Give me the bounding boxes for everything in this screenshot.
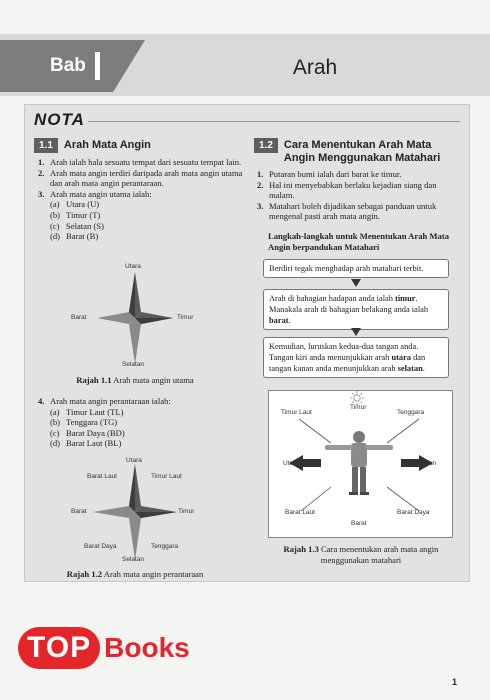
label-selatan: Selatan bbox=[122, 361, 145, 368]
step-box-2: Arah di bahagian hadapan anda ialah timur. Manakala arah di bahagian belakang anda ialah barat. bbox=[263, 289, 449, 330]
sub-item: (d) Barat Laut (BL) bbox=[50, 438, 122, 449]
topbooks-logo bbox=[18, 627, 190, 669]
label-barat: Barat bbox=[71, 314, 87, 321]
label-timur-laut: Timur Laut bbox=[281, 409, 312, 416]
figure-caption: Rajah 1.1 Arah mata angin utama bbox=[76, 375, 194, 385]
sun-direction-figure bbox=[268, 390, 453, 538]
label-utara: Utara bbox=[125, 263, 141, 270]
sub-item: (c) Selatan (S) bbox=[50, 220, 104, 231]
chapter-label: Bab bbox=[50, 55, 86, 76]
label-barat-daya: Barat Daya bbox=[397, 509, 430, 516]
label-timur: Timur bbox=[177, 314, 194, 321]
step-arrow bbox=[351, 279, 361, 287]
figure-caption: Rajah 1.2 Arah mata angin perantaraan bbox=[66, 569, 204, 579]
sub-item: (b) Tenggara (TG) bbox=[50, 417, 118, 428]
label-selatan: Selatan bbox=[414, 460, 437, 467]
list-item: 2. Arah mata angin terdiri daripada arah mata angin utama dan arah mata angin perantaraan. bbox=[38, 167, 243, 189]
label-barat-laut: Barat Laut bbox=[87, 473, 117, 480]
sub-item: (a) Timur Laut (TL) bbox=[50, 406, 124, 417]
sub-item: (a) Utara (U) bbox=[50, 199, 100, 210]
list-item: 1. Arah ialah hala sesuatu tempat dari sesuatu tempat lain. bbox=[38, 157, 242, 167]
label-timur: Timur bbox=[178, 508, 195, 515]
section-1-1-heading bbox=[34, 138, 151, 153]
page-number: 1 bbox=[452, 677, 458, 687]
label-barat: Barat bbox=[71, 508, 87, 515]
label-timur: Timur bbox=[350, 404, 367, 411]
nota-divider bbox=[88, 121, 460, 122]
section-1-2-list bbox=[257, 169, 460, 222]
label-utara: Utara bbox=[283, 460, 299, 467]
step-box-3: Kemudian, luruskan kedua-dua tangan anda. Tangan kiri anda menunjukkan arah utara dan tangan kanan anda menunjukkan arah selatan. bbox=[263, 337, 449, 378]
chapter-title: Arah bbox=[292, 56, 338, 79]
list-item: 3. Arah mata angin utama ialah: bbox=[38, 188, 152, 199]
label-tenggara: Tenggara bbox=[397, 409, 425, 416]
list-item: 3. Matahari boleh dijadikan sebagai panduan untuk mengenal pasti arah mata angin. bbox=[257, 200, 437, 222]
list-item: 2. Hal ini menyebabkan berlaku kejadian siang dan malam. bbox=[257, 179, 437, 201]
sub-item: (b) Timur (T) bbox=[50, 209, 101, 220]
label-barat: Barat bbox=[351, 520, 367, 527]
nota-heading: NOTA bbox=[34, 110, 85, 129]
list-item: 4. Arah mata angin perantaraan ialah: bbox=[38, 396, 171, 406]
logo-books: Books bbox=[104, 632, 190, 663]
section-title: Cara Menentukan Arah Mata Angin Menggunakan Matahari bbox=[283, 139, 441, 164]
section-1-1-list-b bbox=[38, 396, 243, 449]
label-timur-laut: Timur Laut bbox=[151, 473, 182, 480]
section-1-1-list bbox=[38, 157, 243, 242]
step-box-1: Berdiri tegak menghadap arah matahari terbit. bbox=[263, 259, 449, 278]
label-selatan: Selatan bbox=[122, 556, 145, 563]
label-barat-daya: Barat Daya bbox=[84, 543, 117, 550]
compass-main-figure bbox=[95, 270, 175, 366]
section-1-2-heading bbox=[254, 138, 459, 165]
list-item: 1. Putaran bumi ialah dari barat ke timur. bbox=[257, 169, 402, 179]
sub-item: (d) Barat (B) bbox=[50, 231, 99, 242]
section-number: 1.2 bbox=[254, 138, 278, 153]
sub-item: (c) Barat Daya (BD) bbox=[50, 427, 125, 438]
label-barat-laut: Barat Laut bbox=[285, 509, 315, 516]
section-title: Arah Mata Angin bbox=[63, 139, 151, 151]
logo-top: TOP bbox=[18, 627, 100, 669]
steps-title: Langkah-langkah untuk Menentukan Arah Mata Angin berpandukan Matahari bbox=[268, 231, 449, 252]
step-arrow bbox=[351, 328, 361, 336]
label-tenggara: Tenggara bbox=[151, 543, 179, 550]
label-utara: Utara bbox=[126, 457, 142, 464]
figure-caption: Rajah 1.3 Cara menentukan arah mata angin menggunakan matahari bbox=[283, 544, 439, 565]
section-number: 1.1 bbox=[34, 138, 58, 153]
